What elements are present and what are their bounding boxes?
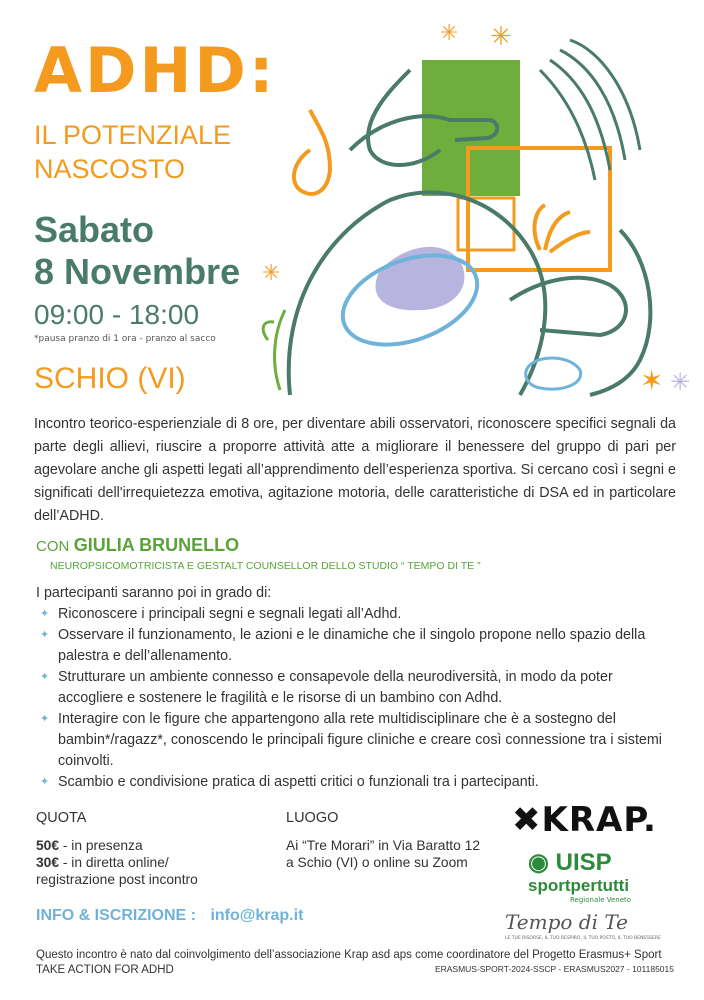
speaker-role: NEUROPSICOMOTRICISTA E GESTALT COUNSELLOR DELLO STUDIO “ TEMPO DI TE ” xyxy=(50,560,481,572)
footer-note: Questo incontro è nato dal coinvolgimento dell’associazione Krap asd aps come coordinatore del Progetto Erasmus+ Sport TAKE ACTION FOR ADHD xyxy=(36,949,662,976)
svg-text:✳: ✳ xyxy=(670,368,691,396)
speaker xyxy=(36,535,239,556)
event-subtitle xyxy=(34,118,231,186)
objectives-list xyxy=(40,604,670,793)
speaker-prefix: CON xyxy=(36,538,70,555)
subtitle-line-2: NASCOSTO xyxy=(34,154,186,184)
uisp-logo: ◉ UISP xyxy=(528,849,612,876)
svg-text:✳: ✳ xyxy=(490,22,512,52)
uisp-region: Regionale Veneto xyxy=(570,896,632,904)
bullet-icon: ✦ xyxy=(40,629,50,641)
luogo-details: Ai “Tre Morari” in Via Baratto 12 a Schio (VI) o online su Zoom xyxy=(286,838,480,870)
event-location: SCHIO (VI) xyxy=(34,362,186,395)
quota-details: 50€ - in presenza 30€ - in diretta online/ registrazione post incontro xyxy=(36,838,198,887)
info-email-link[interactable]: info@krap.it xyxy=(210,907,304,924)
tempo-di-te-logo: Tempo di Te xyxy=(505,910,628,934)
tempo-tagline: LE TUE RISORSE, IL TUO RESPIRO, IL TUO POSTO, IL TUO BENESSERE xyxy=(505,936,661,941)
event-title: ADHD: xyxy=(34,34,277,107)
info-label: INFO & ISCRIZIONE : xyxy=(36,907,196,924)
list-item: ✦ Osservare il funzionamento, le azioni e le dinamiche che il singolo propone nello spazio della palestra e dell’allenamento. xyxy=(40,627,646,664)
list-item: ✦ Strutturare un ambiente connesso e consapevole della neurodiversità, in modo da poter accogliere e sostenere le fragilità e le risorse di un bambino con Adhd. xyxy=(40,669,613,706)
list-item: ✦ Riconoscere i principali segni e segnali legati all’Adhd. xyxy=(40,604,670,625)
event-date: 8 Novembre xyxy=(34,251,241,292)
svg-text:✳: ✳ xyxy=(440,21,459,46)
bullet-icon: ✦ xyxy=(40,776,50,788)
objectives-intro: I partecipanti saranno poi in grado di: xyxy=(36,585,272,601)
project-code: ERASMUS-SPORT-2024-SSCP - ERASMUS2027 - 101185015 xyxy=(434,964,674,974)
svg-text:✶: ✶ xyxy=(640,364,664,397)
event-time: 09:00 - 18:00 xyxy=(34,299,200,330)
bullet-icon: ✦ xyxy=(40,713,50,725)
list-item: ✦ Interagire con le figure che appartengono alla rete multidisciplinare che è a sostegno del bambin*/ragazz*, conoscendo le principali figure cliniche e creare così connessione tra i sistemi coinvolti. xyxy=(40,711,662,769)
lunch-note: *pausa pranzo di 1 ora - pranzo al sacco xyxy=(34,334,216,344)
uisp-tagline: sportpertutti xyxy=(528,876,630,895)
subtitle-line-1: IL POTENZIALE xyxy=(34,120,232,150)
krap-logo: ✖KRAP. xyxy=(512,800,657,840)
luogo-heading: LUOGO xyxy=(286,810,339,826)
speaker-name: GIULIA BRUNELLO xyxy=(73,535,240,555)
svg-text:✳: ✳ xyxy=(262,261,281,286)
hands-illustration xyxy=(240,0,704,400)
event-day: Sabato xyxy=(34,209,155,250)
bullet-icon: ✦ xyxy=(40,608,50,620)
price-in-person: 50€ xyxy=(36,838,60,853)
bullet-icon: ✦ xyxy=(40,671,50,683)
list-item: ✦ Scambio e condivisione pratica di aspetti critici o funzionali tra i partecipanti. xyxy=(40,772,670,793)
event-description: Incontro teorico-esperienziale di 8 ore, per diventare abili osservatori, riconoscere specifici segnali da parte degli allievi, riuscire a proporre attività atte a migliorare il benessere del gruppo di pari per agevolare anche gli aspetti legati all’apprendimento dell’esperienza sportiva. Si cercano così i segni e significati dell'irrequietezza emotiva, agitazione motoria, delle caratteristiche di DSA ed in particolare dell’ADHD. xyxy=(34,416,676,524)
info-registration xyxy=(36,907,303,925)
price-online: 30€ xyxy=(36,855,60,870)
quota-heading: QUOTA xyxy=(36,810,87,826)
